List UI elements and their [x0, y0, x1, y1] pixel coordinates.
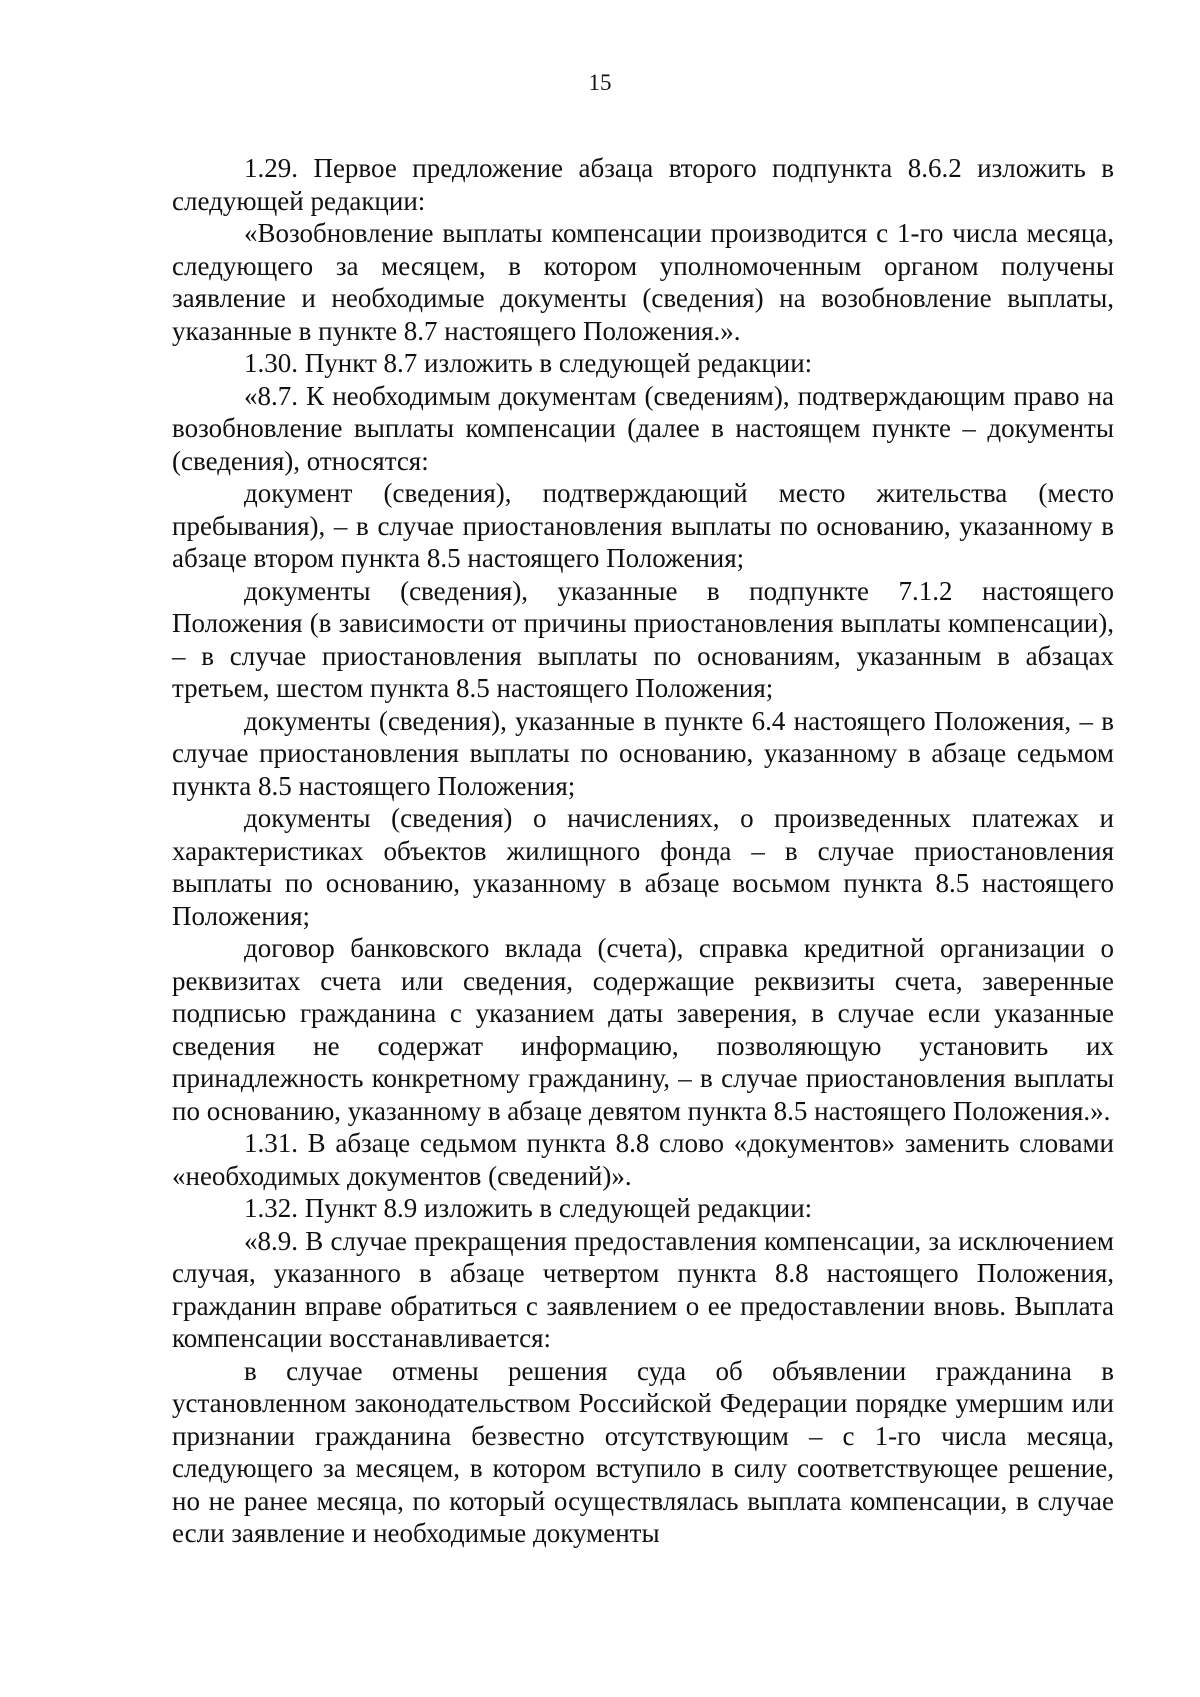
paragraph-residence-document: документ (сведения), подтверждающий место жительства (место пребывания), – в случае приостановления выплаты по основанию, указанному в абзаце втором пункта 8.5 настоящего Положения;: [172, 478, 1114, 573]
paragraph-documents-accruals: документы (сведения) о начислениях, о произведенных платежах и характеристиках объектов жилищного фонда – в случае приостановления выплаты по основанию, указанному в абзаце восьмом пункта 8.5 настоящего Положения;: [172, 803, 1114, 931]
document-body: [172, 152, 1114, 1550]
paragraph-quote-8-6-2: «Возобновление выплаты компенсации производится с 1-го числа месяца, следующего за месяцем, в котором уполномоченным органом получены заявление и необходимые документы (сведения) на возобновление выплаты, указанные в пункте 8.7 настоящего Положения.».: [172, 218, 1114, 346]
paragraph-court-decision: в случае отмены решения суда об объявлении гражданина в установленном законодательством Российской Федерации порядке умершим или признании гражданина безвестно отсутствующим – с 1-го числа месяца, следующего за месяцем, в котором вступило в силу соответствующее решение, но не ранее месяца, по который осуществлялась выплата компенсации, в случае если заявление и необходимые документы: [172, 1355, 1114, 1548]
paragraph-1-32: 1.32. Пункт 8.9 изложить в следующей редакции:: [244, 1193, 813, 1223]
paragraph-quote-8-7: «8.7. К необходимым документам (сведениям), подтверждающим право на возобновление выплаты компенсации (далее в настоящем пункте – документы (сведения), относятся:: [172, 380, 1114, 476]
paragraph-documents-7-1-2: документы (сведения), указанные в подпункте 7.1.2 настоящего Положения (в зависимости от причины приостановления выплаты компенсации), – в случае приостановления выплаты по основаниям, указанным в абзацах третьем, шестом пункта 8.5 настоящего Положения;: [172, 575, 1114, 703]
page-number: 15: [588, 70, 612, 95]
paragraph-quote-8-9: «8.9. В случае прекращения предоставления компенсации, за исключением случая, указанного в абзаце четвертом пункта 8.8 настоящего Положения, гражданин вправе обратиться с заявлением о ее предоставлении вновь. Выплата компенсации восстанавливается:: [172, 1225, 1114, 1353]
paragraph-1-30: 1.30. Пункт 8.7 изложить в следующей редакции:: [244, 348, 813, 378]
paragraph-bank-deposit: договор банковского вклада (счета), справка кредитной организации о реквизитах счета или сведения, содержащие реквизиты счета, заверенные подписью гражданина с указанием даты заверения, в случае если указанные сведения не содержат информацию, позволяющую установить их принадлежность конкретному гражданину, – в случае приостановления выплаты по основанию, указанному в абзаце девятом пункта 8.5 настоящего Положения.».: [172, 933, 1114, 1126]
paragraph-1-31: 1.31. В абзаце седьмом пункта 8.8 слово «документов» заменить словами «необходимых документов (сведений)».: [172, 1128, 1114, 1191]
paragraph-documents-6-4: документы (сведения), указанные в пункте 6.4 настоящего Положения, – в случае приостановления выплаты по основанию, указанному в абзаце седьмом пункта 8.5 настоящего Положения;: [172, 705, 1114, 801]
paragraph-1-29: 1.29. Первое предложение абзаца второго подпункта 8.6.2 изложить в следующей редакции:: [172, 153, 1114, 216]
